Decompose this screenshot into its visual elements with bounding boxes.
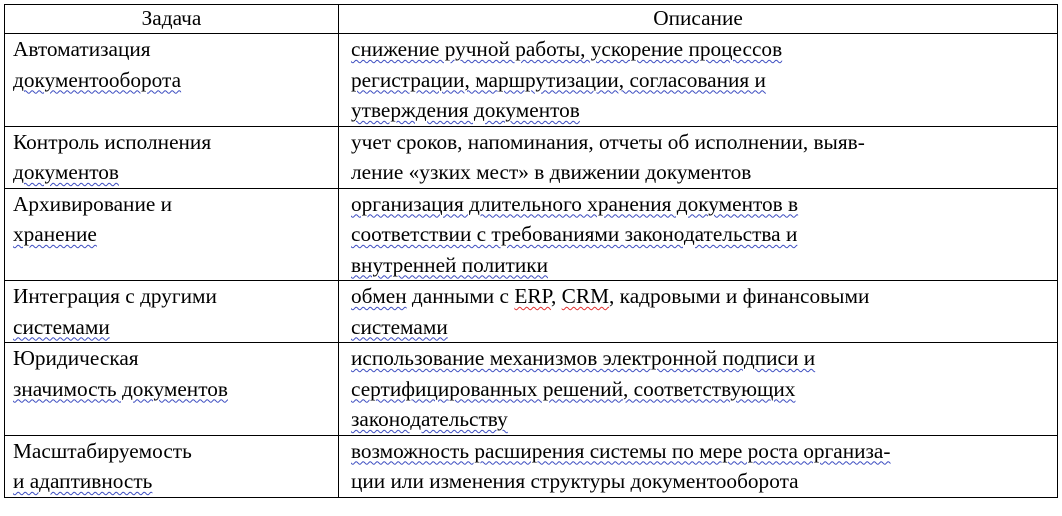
- task-line: значимость документов: [13, 376, 228, 401]
- task-line: документооборота: [13, 67, 182, 92]
- tasks-table: [4, 4, 1058, 498]
- description-line: соответствии с требованиями законодательства и: [351, 222, 798, 246]
- table-row: [5, 188, 1058, 281]
- description-line: возможность расширения системы по мере роста организа-: [351, 438, 891, 463]
- table-row: [5, 34, 1058, 127]
- task-cell: [5, 281, 339, 343]
- description-cell: [339, 435, 1058, 497]
- task-line: Юридическая: [13, 346, 139, 370]
- description-cell: [339, 281, 1058, 343]
- description-line: утверждения документов: [351, 98, 580, 122]
- description-line: внутренней политики: [351, 252, 548, 277]
- header-description: Описание: [339, 5, 1058, 34]
- description-line: [351, 281, 1051, 312]
- table-row: [5, 126, 1058, 188]
- description-cell: [339, 188, 1058, 281]
- task-line: Интеграция с другими: [13, 284, 217, 308]
- task-cell: [5, 126, 339, 188]
- description-line: снижение ручной работы, ускорение процессов: [351, 37, 783, 61]
- table-row: [5, 343, 1058, 436]
- description-line: сертифицированных решений, соответствующих: [351, 376, 796, 401]
- description-word-erp: ERP: [514, 284, 552, 308]
- description-line: организация длительного хранения документов в: [351, 191, 799, 216]
- task-line: документов: [13, 160, 119, 184]
- description-line: законодательству: [351, 407, 508, 431]
- description-cell: [339, 34, 1058, 127]
- task-line: и адаптивность: [13, 469, 153, 493]
- task-line: системами: [13, 314, 110, 339]
- description-text: ,: [551, 284, 562, 308]
- task-line: Архивирование и: [13, 191, 173, 216]
- description-text: данными с: [406, 284, 515, 308]
- table-row: [5, 435, 1058, 497]
- task-line: Автоматизация: [13, 37, 151, 61]
- task-cell: [5, 343, 339, 436]
- table-row: [5, 281, 1058, 343]
- description-line: регистрации, маршрутизации, согласования и: [351, 67, 766, 92]
- table-header-row: [5, 5, 1058, 34]
- description-line: использование механизмов электронной подписи и: [351, 346, 816, 370]
- description-line: системами: [351, 314, 448, 339]
- task-cell: [5, 435, 339, 497]
- description-text: , кадровыми и финансовыми: [609, 284, 870, 308]
- description-line: ции или изменения структуры документооборота: [351, 469, 799, 493]
- task-line: Масштабируемость: [13, 438, 192, 463]
- description-cell: [339, 126, 1058, 188]
- task-cell: [5, 188, 339, 281]
- header-task: Задача: [5, 5, 339, 34]
- description-line: ление «узких мест» в движении документов: [351, 160, 752, 184]
- description-cell: [339, 343, 1058, 436]
- description-line: учет сроков, напоминания, отчеты об исполнении, выяв-: [351, 129, 865, 154]
- task-line: Контроль исполнения: [13, 129, 212, 154]
- task-cell: [5, 34, 339, 127]
- task-line: хранение: [13, 222, 97, 246]
- description-word-crm: CRM: [561, 284, 610, 308]
- description-word: обмен: [351, 284, 407, 308]
